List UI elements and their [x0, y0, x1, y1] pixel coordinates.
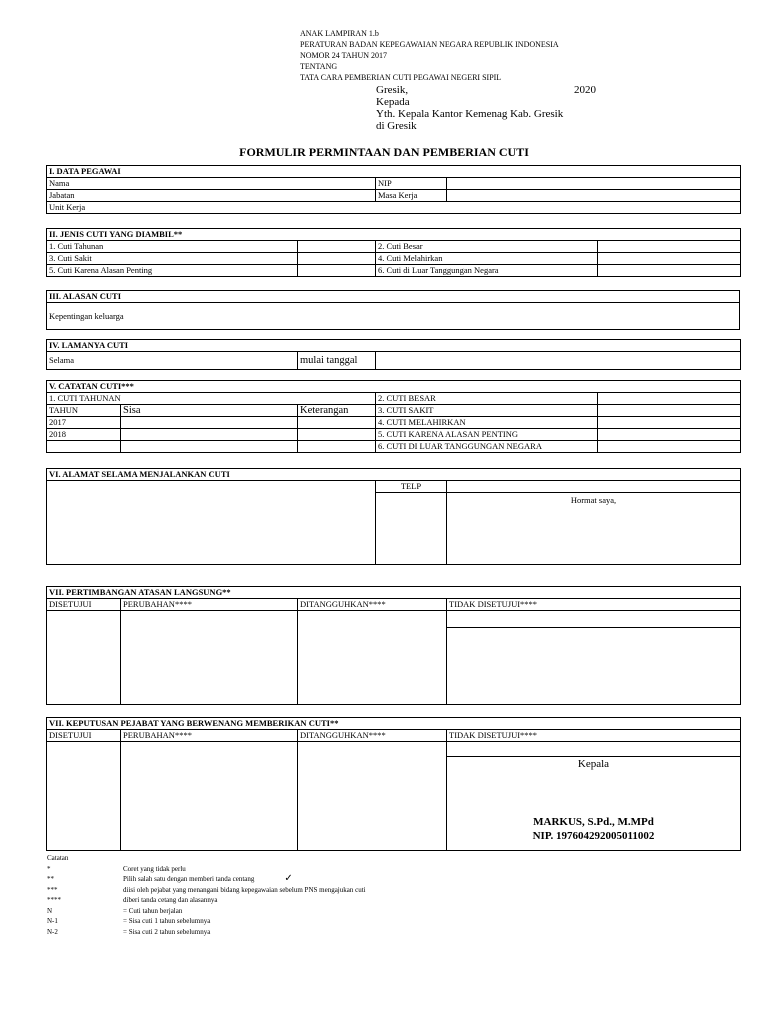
jabatan-label: Jabatan: [47, 190, 376, 202]
header-line: ANAK LAMPIRAN 1.b: [300, 29, 379, 38]
cuti-note-label: 5. CUTI KARENA ALASAN PENTING: [376, 429, 598, 441]
disetujui-field[interactable]: [47, 611, 121, 705]
disetujui-label: DISETUJUI: [47, 730, 121, 742]
keterangan-field[interactable]: [298, 441, 376, 453]
tidak-disetujui-label: TIDAK DISETUJUI****: [447, 730, 741, 742]
masa-kerja-label: Masa Kerja: [376, 190, 447, 202]
ditangguhkan-field[interactable]: [298, 742, 447, 851]
section-title: II. JENIS CUTI YANG DIAMBIL**: [47, 229, 741, 241]
header-line: TENTANG: [300, 62, 338, 71]
mulai-label: mulai tanggal: [298, 352, 376, 370]
perubahan-label: PERUBAHAN****: [121, 730, 298, 742]
regulation-header: [300, 28, 559, 83]
notes-block: [47, 853, 366, 937]
keterangan-field[interactable]: [298, 429, 376, 441]
cuti-note-field[interactable]: [598, 429, 741, 441]
cuti-tahunan-label: 1. CUTI TAHUNAN: [47, 393, 376, 405]
form-title: FORMULIR PERMINTAAN DAN PEMBERIAN CUTI: [239, 145, 529, 159]
cuti-checkbox[interactable]: [298, 241, 376, 253]
cuti-option-label: 6. Cuti di Luar Tanggungan Negara: [376, 265, 598, 277]
atasan-signature-area: [447, 628, 741, 705]
year-label: 2017: [47, 417, 121, 429]
perubahan-label: PERUBAHAN****: [121, 599, 298, 611]
header-line: NOMOR 24 TAHUN 2017: [300, 51, 387, 60]
blank-cell: [376, 493, 447, 565]
section-title: VII. KEPUTUSAN PEJABAT YANG BERWENANG MEMBERIKAN CUTI**: [47, 718, 741, 730]
masa-kerja-field[interactable]: [447, 190, 741, 202]
cuti-option-label: 2. Cuti Besar: [376, 241, 598, 253]
section-title: VII. PERTIMBANGAN ATASAN LANGSUNG**: [47, 587, 741, 599]
mulai-field[interactable]: [376, 352, 741, 370]
cuti-checkbox[interactable]: [598, 241, 741, 253]
section-catatan-cuti: [46, 380, 741, 453]
signer-name: MARKUS, S.Pd., M.MPd: [533, 816, 654, 829]
telp-field[interactable]: [447, 481, 741, 493]
cuti-note-label: 2. CUTI BESAR: [376, 393, 598, 405]
nama-label: Nama: [47, 178, 376, 190]
kepala-label: Kepala: [577, 758, 610, 771]
section-keputusan: [46, 717, 741, 851]
section-alasan-cuti: [46, 290, 740, 330]
cuti-note-field[interactable]: [598, 393, 741, 405]
section-alamat: [46, 468, 741, 565]
place-label: Gresik,: [376, 84, 409, 96]
keterangan-field[interactable]: [298, 417, 376, 429]
section-lamanya-cuti: [46, 339, 741, 370]
cuti-option-label: 4. Cuti Melahirkan: [376, 253, 598, 265]
tidak-disetujui-label: TIDAK DISETUJUI****: [447, 599, 741, 611]
cuti-note-field[interactable]: [598, 417, 741, 429]
note-row: N = Cuti tahun berjalan: [47, 906, 183, 915]
tidak-disetujui-field[interactable]: [447, 742, 741, 757]
keterangan-label: Keterangan: [298, 405, 376, 417]
section-title: VI. ALAMAT SELAMA MENJALANKAN CUTI: [47, 469, 741, 481]
cuti-option-label: 3. Cuti Sakit: [47, 253, 298, 265]
header-line: TATA CARA PEMBERIAN CUTI PEGAWAI NEGERI SIPIL: [300, 73, 502, 82]
cuti-checkbox[interactable]: [298, 253, 376, 265]
header-line: PERATURAN BADAN KEPEGAWAIAN NEGARA REPUBLIK INDONESIA: [300, 40, 559, 49]
cuti-note-label: 4. CUTI MELAHIRKAN: [376, 417, 598, 429]
nip-label: NIP: [376, 178, 447, 190]
kepada-label: Kepada: [376, 96, 410, 108]
recipient-label: Yth. Kepala Kantor Kemenag Kab. Gresik: [376, 108, 564, 120]
note-row: * Coret yang tidak perlu: [47, 864, 186, 873]
note-row: N-1 = Sisa cuti 1 tahun sebelumnya: [47, 917, 211, 925]
disetujui-label: DISETUJUI: [47, 599, 121, 611]
ditangguhkan-label: DITANGGUHKAN****: [298, 730, 447, 742]
note-row: **** diberi tanda cetang dan alasannya: [47, 896, 218, 904]
cuti-note-field[interactable]: [598, 405, 741, 417]
section-title: III. ALASAN CUTI: [47, 291, 740, 303]
tidak-disetujui-field[interactable]: [447, 611, 741, 628]
section-pertimbangan: [46, 586, 741, 705]
pejabat-signature-area: [447, 757, 741, 851]
address-field[interactable]: [47, 481, 376, 565]
cuti-checkbox[interactable]: [298, 265, 376, 277]
cuti-checkbox[interactable]: [598, 265, 741, 277]
year-label: 2018: [47, 429, 121, 441]
unit-kerja-label: Unit Kerja: [47, 202, 741, 214]
year-label: 2020: [574, 84, 596, 96]
note-row: ** Pilih salah satu dengan memberi tanda centang ✓: [47, 873, 293, 884]
section-data-pegawai: [46, 165, 741, 214]
reason-field[interactable]: Kepentingan keluarga: [47, 303, 740, 330]
tahun-label: TAHUN: [47, 405, 121, 417]
cuti-note-label: 6. CUTI DI LUAR TANGGUNGAN NEGARA: [376, 441, 598, 453]
cuti-option-label: 5. Cuti Karena Alasan Penting: [47, 265, 298, 277]
perubahan-field[interactable]: [121, 742, 298, 851]
ditangguhkan-field[interactable]: [298, 611, 447, 705]
year-label: [47, 441, 121, 453]
sisa-field[interactable]: [121, 417, 298, 429]
cuti-checkbox[interactable]: [598, 253, 741, 265]
cuti-note-label: 3. CUTI SAKIT: [376, 405, 598, 417]
note-row: N-2 = Sisa cuti 2 tahun sebelumnya: [47, 927, 211, 936]
check-icon: ✓: [284, 873, 293, 884]
note-row: *** diisi oleh pejabat yang menangani bidang kepegawaian sebelum PNS mengajukan cuti: [47, 885, 366, 894]
cuti-option-label: 1. Cuti Tahunan: [47, 241, 298, 253]
sisa-field[interactable]: [121, 441, 298, 453]
cuti-note-field[interactable]: [598, 441, 741, 453]
ditangguhkan-label: DITANGGUHKAN****: [298, 599, 447, 611]
perubahan-field[interactable]: [121, 611, 298, 705]
signer-nip: NIP. 197604292005011002: [532, 830, 655, 843]
disetujui-field[interactable]: [47, 742, 121, 851]
sisa-field[interactable]: [121, 429, 298, 441]
sisa-label: Sisa: [121, 405, 298, 417]
section-title: V. CATATAN CUTI***: [47, 381, 741, 393]
section-title: IV. LAMANYA CUTI: [47, 340, 741, 352]
address-block: [376, 84, 596, 132]
location-label: di Gresik: [376, 120, 417, 132]
hormat-label: Hormat saya,: [570, 495, 617, 506]
selama-field[interactable]: Selama: [47, 352, 298, 370]
notes-title: Catatan: [47, 854, 69, 862]
section-title: I. DATA PEGAWAI: [47, 166, 741, 178]
telp-label: TELP: [376, 481, 447, 493]
section-jenis-cuti: [46, 228, 741, 277]
nip-field[interactable]: [447, 178, 741, 190]
signature-area: [447, 493, 741, 565]
